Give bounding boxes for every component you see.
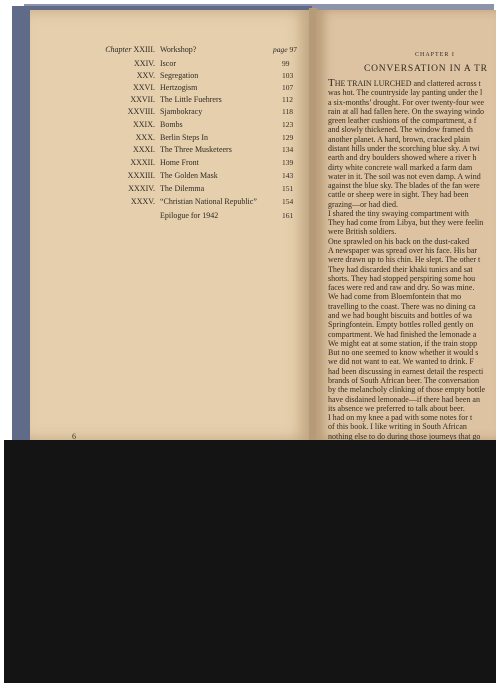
toc-chapter-number <box>137 70 155 82</box>
body-line: I shared the tiny swaying compartment with <box>328 208 469 218</box>
body-line: I had on my knee a pad with some notes for t <box>328 413 473 423</box>
body-line: was hot. The countryside lay panting under the l <box>328 88 483 98</box>
toc-chapter-number <box>130 94 155 106</box>
toc-number-value: XXXII. <box>130 158 155 167</box>
toc-chapter-number <box>128 183 155 195</box>
body-line: by the melancholy clinking of those empty bottle <box>328 385 486 395</box>
toc-chapter-title: Hertzogism <box>160 83 198 92</box>
body-line: They had come from Libya, but they were feelin <box>328 218 484 228</box>
toc-row <box>30 183 311 195</box>
body-line: Springfontein. Empty bottles rolled gently on <box>328 320 474 330</box>
toc-chapter-title: Home Front <box>160 158 199 167</box>
body-line: travelling to the coast. There was no dining ca <box>328 301 476 311</box>
chapter-label: CHAPTER I <box>415 52 455 58</box>
toc-page-value: 99 <box>282 59 290 68</box>
body-line: nothing else to do during those journeys that go <box>328 431 481 440</box>
toc-chapter-number <box>128 106 155 118</box>
body-line: brands of South African beer. The conversation <box>328 375 480 385</box>
toc-page-value: 154 <box>282 197 294 206</box>
toc-chapter-number <box>131 196 155 208</box>
toc-page-value: 123 <box>282 120 294 129</box>
body-line: dirty white concrete wall marked a farm dam <box>328 162 473 172</box>
toc-page-value: 129 <box>282 133 294 142</box>
toc-chapter-title: Sjambokracy <box>160 107 203 116</box>
body-line: of this book. I like writing in South African <box>328 422 467 432</box>
toc-page-value: 139 <box>282 158 294 167</box>
toc-chapter-number <box>136 132 155 144</box>
body-line: and we had bought biscuits and bottles of wa <box>328 311 472 320</box>
toc-chapter-title: The Little Fuehrers <box>160 95 222 104</box>
body-line: have disdained lemonade—if there had been an <box>328 394 480 404</box>
body-line: One sprawled on his back on the dust-caked <box>328 236 470 246</box>
body-line: were drawn up to his chin. He slept. The other t <box>328 255 481 265</box>
body-line: rain at all had fallen here. On the swaying windo <box>328 106 484 116</box>
toc-chapter-prefix: Chapter <box>105 45 132 54</box>
toc-page-value: 107 <box>282 83 294 92</box>
toc-number-value: XXVI. <box>133 83 155 92</box>
first-line <box>328 79 481 88</box>
left-page <box>30 10 311 440</box>
toc-chapter-title: Berlin Steps In <box>160 133 208 142</box>
toc-page-value: 151 <box>282 184 294 193</box>
toc-page-value: 103 <box>282 71 294 80</box>
toc-chapter-number <box>128 170 155 182</box>
body-line: earth and dry boulders showed where a river h <box>328 153 477 163</box>
toc-page-value: 97 <box>289 45 297 54</box>
first-line-rest: HE TRAIN LURCHED and clattered across t <box>334 79 481 88</box>
right-page <box>316 10 496 440</box>
toc-page-number <box>273 44 313 56</box>
body-line: green leather cushions of the compartment, a f <box>328 116 477 126</box>
body-line: A newspaper was spread over his face. His bar <box>328 246 478 256</box>
toc-row <box>30 157 311 169</box>
body-line: They had discarded their khaki tunics and sat <box>328 264 473 274</box>
toc-chapter-title: Bombs <box>160 120 183 129</box>
toc-chapter-number <box>133 119 155 131</box>
toc-row <box>30 132 311 144</box>
toc-row <box>30 119 311 131</box>
toc-row <box>30 82 311 94</box>
toc-row <box>30 58 311 70</box>
body-line: its absence we preferred to talk about beer. <box>328 403 465 413</box>
toc-chapter-number <box>133 144 155 156</box>
dropcap: T <box>328 77 335 89</box>
dark-background <box>4 440 496 683</box>
toc-page-prefix: page <box>273 45 288 54</box>
toc-chapter-title: Iscor <box>160 59 176 68</box>
toc-number-value: XXXV. <box>130 197 155 206</box>
toc-number-value: XXXIV. <box>128 184 155 193</box>
toc-row <box>30 44 311 56</box>
toc-chapter-title: Segregation <box>160 71 199 80</box>
toc-page-value: 134 <box>282 145 294 154</box>
chapter-title: CONVERSATION IN A TR <box>364 64 488 74</box>
toc-chapter-title: Epilogue for 1942 <box>160 211 219 220</box>
toc-row <box>30 106 311 118</box>
toc-number-value: XXVII. <box>130 95 155 104</box>
toc-row <box>30 210 311 222</box>
body-line: against the blue sky. The blades of the fan were <box>328 181 480 191</box>
body-line: had been discussing in earnest detail the respecti <box>328 366 484 376</box>
toc-number-value: XXX. <box>135 133 155 142</box>
toc-page-value: 118 <box>282 107 293 116</box>
body-line: cattle or sheep were in sight. They had been <box>328 190 469 200</box>
body-line: faces were red and raw and dry. So was mine. <box>328 283 475 293</box>
body-line: and slowly thickened. The window framed th <box>328 125 473 135</box>
toc-chapter-title: “Christian National Republic” <box>160 197 257 206</box>
toc-number-value: XXIII. <box>133 45 155 54</box>
body-line: We had come from Bloemfontein that mo <box>328 292 462 302</box>
body-line: We might eat at some station, if the train stopp <box>328 338 478 348</box>
toc-chapter-number <box>133 82 155 94</box>
toc-page-value: 161 <box>282 211 294 220</box>
toc-chapter-title: The Dilemma <box>160 184 205 193</box>
toc-chapter-number <box>134 58 155 70</box>
toc-number-value: XXXI. <box>133 145 155 154</box>
toc-chapter-title: The Golden Mask <box>160 171 218 180</box>
toc-chapter-number <box>130 157 155 169</box>
toc-number-value: XXV. <box>136 71 155 80</box>
toc-number-value: XXIX. <box>133 120 155 129</box>
toc-row <box>30 70 311 82</box>
toc-number-value: XXVIII. <box>127 107 155 116</box>
toc-row <box>30 94 311 106</box>
body-line: a six-months’ drought. For over twenty-four wee <box>328 97 485 107</box>
toc-page-value: 143 <box>282 171 294 180</box>
toc-row <box>30 144 311 156</box>
toc-number-value: XXXIII. <box>127 171 155 180</box>
toc-row <box>30 196 311 208</box>
body-line: another planet. A hard, brown, cracked plain <box>328 134 470 144</box>
body-line: distant hills under the scorching blue sky. A twi <box>328 143 480 153</box>
toc-chapter-number <box>105 44 155 56</box>
toc-chapter-title: Workshop? <box>160 45 197 54</box>
body-line: compartment. We had finished the lemonade a <box>328 329 477 339</box>
body-line: shorts. They had stopped perspiring some hou <box>328 273 476 283</box>
body-line: water in it. The soil was not even damp. A wind <box>328 171 481 181</box>
toc-number-value: XXIV. <box>134 59 155 68</box>
toc-row <box>30 170 311 182</box>
body-line: grazing—or had died. <box>328 199 398 209</box>
toc-chapter-title: The Three Musketeers <box>160 145 232 154</box>
body-line: were British soldiers. <box>328 227 397 237</box>
body-line: we did not want to eat. We wanted to drink. F <box>328 357 474 367</box>
left-page-number: 6 <box>72 432 76 441</box>
body-line: But no one seemed to know whether it would s <box>328 348 479 358</box>
toc-page-value: 112 <box>282 95 293 104</box>
